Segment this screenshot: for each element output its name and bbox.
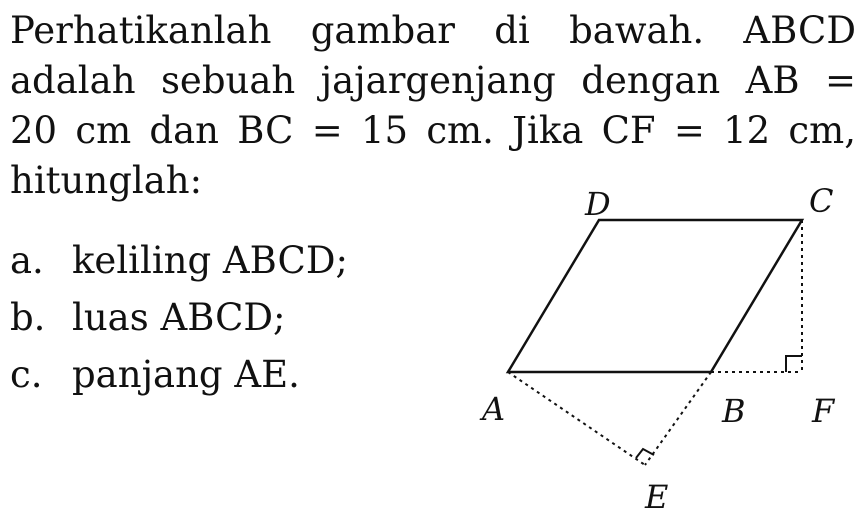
- problem-line-3: 20 cm dan BC = 15 cm. Jika CF = 12 cm,: [10, 109, 856, 152]
- point-label-f: F: [812, 392, 835, 430]
- problem-line-4: hitunglah:: [10, 159, 203, 202]
- question-c-text: panjang AE.: [72, 353, 300, 396]
- vertex-label-b: B: [722, 392, 746, 430]
- question-c-label: c.: [10, 353, 43, 396]
- vertex-label-d: D: [585, 185, 611, 223]
- problem-line-2: adalah sebuah jajargenjang dengan AB =: [10, 59, 856, 102]
- right-angle-f: [786, 356, 802, 372]
- segment-ae: [508, 372, 645, 465]
- question-b-text: luas ABCD;: [72, 296, 286, 339]
- question-a-text: keliling ABCD;: [72, 239, 348, 282]
- segment-be: [645, 372, 711, 465]
- point-label-e: E: [645, 478, 669, 516]
- question-a-label: a.: [10, 239, 44, 282]
- question-b-label: b.: [10, 296, 46, 339]
- vertex-label-a: A: [482, 390, 506, 428]
- right-angle-e: [636, 449, 654, 458]
- problem-line-1: Perhatikanlah gambar di bawah. ABCD: [10, 9, 856, 52]
- vertex-label-c: C: [809, 182, 834, 220]
- parallelogram-abcd: [508, 220, 802, 372]
